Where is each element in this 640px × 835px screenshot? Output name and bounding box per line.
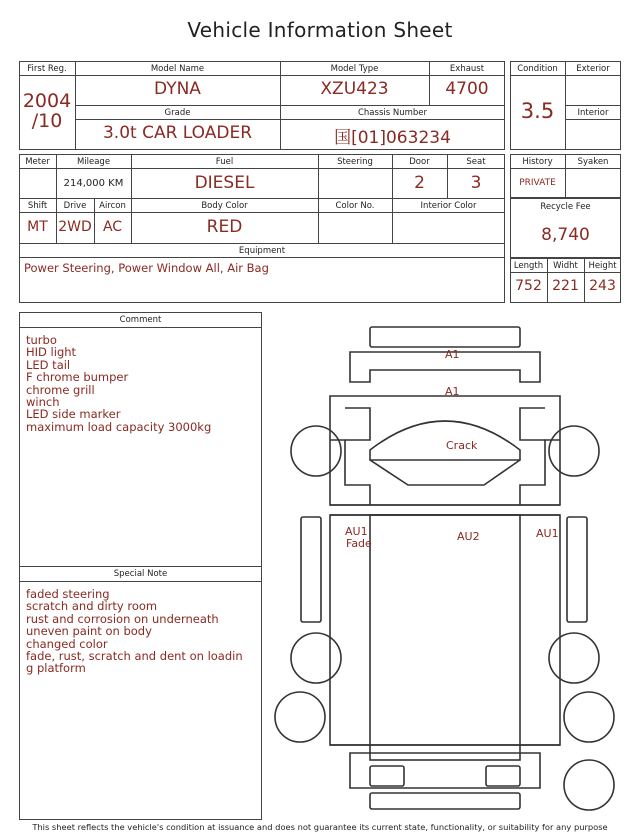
- exhaust-value: 4700: [445, 79, 489, 99]
- list-item: g platform: [26, 661, 86, 676]
- list-item: LED tail: [26, 357, 71, 372]
- seat-value: 3: [470, 173, 482, 193]
- length-value: 752: [515, 278, 542, 294]
- fuel-value: DIESEL: [194, 173, 255, 193]
- drive-label: Drive: [63, 201, 87, 211]
- history-value: PRIVATE: [519, 178, 556, 188]
- rear-right-wheel-2: [564, 692, 614, 742]
- front-right-wheel: [549, 426, 599, 476]
- first-reg-year: 2004: [22, 90, 72, 112]
- body-color-value: RED: [206, 217, 243, 237]
- left-side-panel: [301, 517, 321, 622]
- seat-label: Seat: [466, 157, 486, 167]
- mark-windshield: Crack: [446, 439, 478, 452]
- interior-color-label: Interior Color: [420, 201, 477, 211]
- disclaimer-footer: This sheet reflects the vehicle's condition at issuance and does not guarantee its current state, functionality, or suitability for any purpose: [32, 822, 608, 832]
- list-item: turbo: [26, 333, 57, 347]
- rear-right-wheel-1: [549, 633, 599, 683]
- drive-value: 2WD: [58, 219, 92, 235]
- cab-body: [330, 396, 560, 505]
- width-value: 221: [552, 278, 579, 294]
- list-item: uneven paint on body: [26, 624, 152, 639]
- mark-right-side: AU1: [536, 527, 559, 540]
- exterior-label: Exterior: [576, 64, 610, 74]
- chassis-number-value: 国[01]063234: [334, 128, 451, 148]
- model-name-label: Model Name: [150, 64, 205, 74]
- model-type-label: Model Type: [330, 64, 379, 74]
- list-item: maximum load capacity 3000kg: [26, 419, 212, 434]
- recycle-fee-value: 8,740: [541, 225, 590, 245]
- first-reg-label: First Reg.: [27, 64, 67, 74]
- color-no-label: Color No.: [335, 201, 375, 211]
- front-bumper: [370, 327, 520, 347]
- list-item: HID light: [26, 345, 77, 360]
- chassis-number-label: Chassis Number: [357, 108, 428, 118]
- mark-left-side-note: Fade: [346, 537, 372, 550]
- shift-label: Shift: [27, 201, 48, 211]
- mileage-label: Mileage: [76, 157, 111, 167]
- list-item: F chrome bumper: [26, 370, 129, 385]
- condition-value: 3.5: [520, 99, 555, 123]
- spare-wheel: [564, 760, 614, 810]
- model-name-value: DYNA: [154, 79, 201, 99]
- fuel-label: Fuel: [215, 157, 234, 167]
- list-item: rust and corrosion on underneath: [26, 611, 219, 626]
- interior-label: Interior: [577, 108, 609, 118]
- list-item: faded steering: [26, 587, 110, 601]
- comment-label: Comment: [119, 315, 162, 325]
- length-label: Length: [513, 261, 544, 271]
- rear-bumper: [350, 753, 540, 788]
- model-type-value: XZU423: [320, 79, 389, 99]
- list-item: changed color: [26, 636, 108, 651]
- mileage-value: 214,000 KM: [63, 178, 124, 189]
- history-label: History: [522, 157, 553, 167]
- condition-label: Condition: [517, 64, 558, 74]
- equipment-label: Equipment: [238, 246, 286, 256]
- equipment-value: Power Steering, Power Window All, Air Bag: [24, 261, 269, 275]
- grade-value: 3.0t CAR LOADER: [102, 123, 253, 143]
- mark-front-bumper: A1: [445, 348, 460, 361]
- list-item: LED side marker: [26, 407, 121, 422]
- mark-left-side: AU1: [345, 525, 368, 538]
- syaken-label: Syaken: [577, 157, 609, 167]
- aircon-value: AC: [102, 219, 123, 235]
- list-item: scratch and dirty room: [26, 599, 158, 614]
- first-reg-month: /10: [31, 110, 63, 132]
- height-value: 243: [589, 278, 616, 294]
- height-label: Height: [588, 261, 617, 271]
- right-side-panel: [567, 517, 587, 622]
- exhaust-label: Exhaust: [449, 64, 485, 74]
- meter-label: Meter: [25, 157, 50, 167]
- aircon-label: Aircon: [99, 201, 126, 211]
- mark-hood: A1: [445, 385, 460, 398]
- front-left-wheel: [291, 426, 341, 476]
- width-label: Widht: [553, 261, 578, 271]
- door-value: 2: [414, 173, 425, 193]
- shift-value: MT: [27, 219, 48, 235]
- steering-label: Steering: [337, 157, 373, 167]
- list-item: winch: [26, 395, 60, 410]
- page-title: Vehicle Information Sheet: [187, 18, 453, 42]
- grade-label: Grade: [164, 108, 191, 118]
- list-item: chrome grill: [26, 382, 95, 397]
- body-color-label: Body Color: [201, 201, 248, 211]
- windshield: [370, 421, 520, 460]
- recycle-fee-label: Recycle Fee: [540, 202, 591, 212]
- list-item: fade, rust, scratch and dent on loadin: [26, 649, 243, 664]
- special-note-label: Special Note: [113, 569, 168, 579]
- rear-left-wheel-2: [275, 692, 325, 742]
- rear-left-wheel-1: [291, 633, 341, 683]
- mark-bed: AU2: [457, 530, 480, 543]
- door-label: Door: [409, 157, 430, 167]
